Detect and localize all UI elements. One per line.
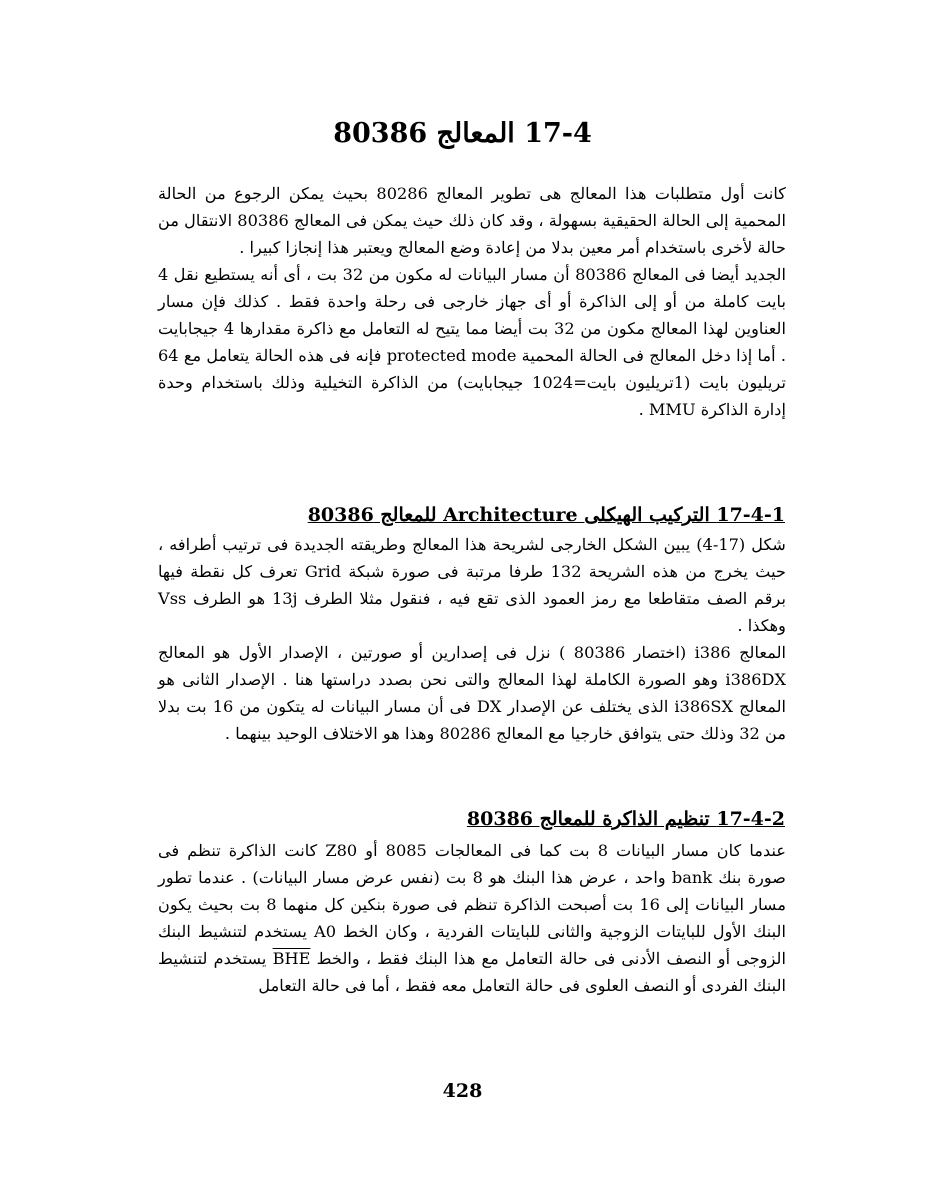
architecture-section [158, 531, 786, 747]
memory-text-start: عندما كان مسار البيانات 8 بت كما فى المعالجات 8085 أو Z80 كانت الذاكرة تنظم فى صورة بنك bank واحد ، عرض هذا البنك هو 8 بت (نفس عرض مسار البيانات) . عندما تطور مسار البيانات إلى 16 بت أصبحت الذاكرة تنظم فى صورة بنكين كل منهما 8 بت بحيث يكون البنك الأول للبايتات الزوجية والثانى للبايتات الفردية ، وكان الخط A0 يستخدم لتنشيط البنك الزوجى أو النصف الأدنى فى حالة التعامل مع هذا البنك فقط ، والخط [158, 841, 787, 968]
bhe-signal: BHE [272, 949, 311, 968]
page-number: 428 [442, 1080, 483, 1102]
page-title: 17-4 المعالج 80386 [333, 118, 592, 149]
architecture-paragraph-2: المعالج i386 (اختصار 80386 ) نزل فى إصدارين أو صورتين ، الإصدار الأول هو المعالج i386DX وهو الصورة الكاملة لهذا المعالج والتى نحن بصدد دراستها هنا . الإصدار الثانى هو المعالج i386SX الذى يختلف عن الإصدار DX فى أن مسار البيانات له يتكون من 16 بت بدلا من 32 وذلك حتى يتوافق خارجيا مع المعالج 80286 وهذا هو الاختلاف الوحيد بينهما . [158, 643, 786, 743]
memory-section [158, 837, 786, 999]
architecture-paragraph-1: شكل (17-4) يبين الشكل الخارجى لشريحة هذا المعالج وطريقته الجديدة فى ترتيب أطرافه ، حيث يخرج من هذه الشريحة 132 طرفا مرتبة فى صورة شبكة Grid تعرف كل نقطة فيها برقم الصف متقاطعا مع رمز العمود الذى تقع فيه ، فنقول مثلا الطرف 13j هو الطرف Vss وهكذا . [158, 535, 787, 635]
section-heading-memory: 17-4-2 تنظيم الذاكرة للمعالج 80386 [466, 808, 785, 830]
intro-paragraph-1: كانت أول متطلبات هذا المعالج هى تطوير المعالج 80286 بحيث يمكن الرجوع من الحالة المحمية إلى الحالة الحقيقية بسهولة ، وقد كان ذلك حيث يمكن فى المعالج 80386 الانتقال من حالة لأخرى باستخدام أمر معين بدلا من إعادة وضع المعالج ويعتبر هذا إنجازا كبيرا . [158, 184, 786, 257]
section-heading-architecture: 17-4-1 التركيب الهيكلى Architecture للمعالج 80386 [307, 504, 785, 526]
intro-paragraph-2: الجديد أيضا فى المعالج 80386 أن مسار البيانات له مكون من 32 بت ، أى أنه يستطيع نقل 4 بايت كاملة من أو إلى الذاكرة أو أى جهاز خارجى فى رحلة واحدة فقط . كذلك فإن مسار العناوين لهذا المعالج مكون من 32 بت أيضا مما يتيح له التعامل مع ذاكرة مقدارها 4 جيجابايت . أما إذا دخل المعالج فى الحالة المحمية protected mode فإنه فى هذه الحالة يتعامل مع 64 تريليون بايت (1تريليون بايت=1024 جيجابايت) من الذاكرة التخيلية وذلك باستخدام وحدة إدارة الذاكرة MMU . [158, 265, 787, 419]
memory-text-end: يستخدم لتنشيط البنك الفردى أو النصف العلوى فى حالة التعامل معه فقط ، أما فى حالة التعامل [158, 949, 786, 995]
intro-section [158, 180, 786, 423]
memory-paragraph [158, 837, 786, 999]
